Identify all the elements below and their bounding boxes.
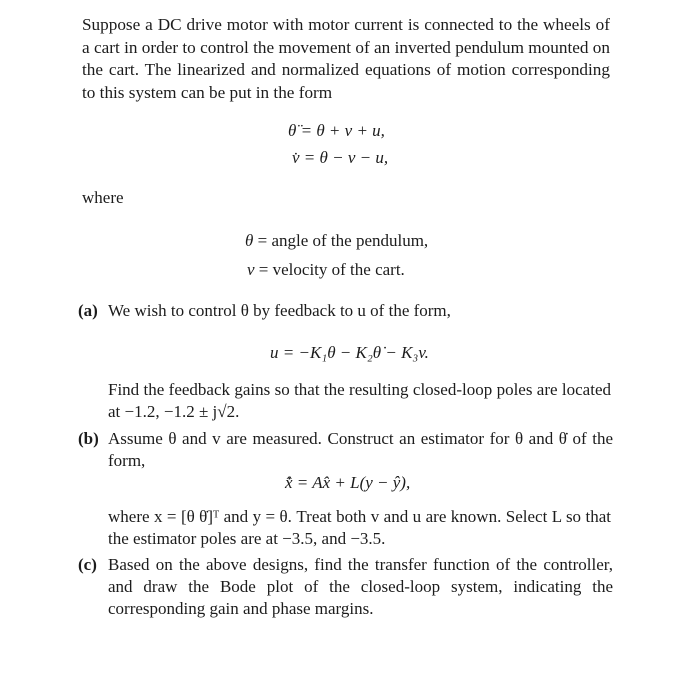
part-a-equation: u = −K₁θ − K₂θ̇ − K₃v.	[270, 343, 429, 362]
definition-v	[247, 260, 405, 280]
v-definition: = velocity of the cart.	[258, 260, 405, 279]
problem-intro: Suppose a DC drive motor with motor current is connected to the wheels of a cart in order to control the movement of an inverted pendulum mounted on the cart. The linearized and normalized equations of motion corresponding to this system can be put in the form	[82, 15, 610, 102]
part-a-label: (a)	[78, 301, 98, 320]
where-label: where	[82, 188, 124, 207]
part-b-label: (b)	[78, 429, 99, 448]
part-c-text: Based on the above designs, find the transfer function of the controller, and draw the Bode plot of the closed-loop system, indicating the corresponding gain and phase margins.	[108, 555, 613, 618]
part-b-equation: x̂̇ = Ax̂ + L(y − ŷ),	[285, 473, 411, 492]
part-a-text: We wish to control θ by feedback to u of the form,	[108, 301, 451, 320]
part-a	[78, 300, 618, 324]
v-symbol: v	[247, 260, 255, 279]
part-b-text: Assume θ and v are measured. Construct an estimator for θ and θ̇ of the form,	[108, 429, 613, 470]
theta-definition: = angle of the pendulum,	[257, 231, 429, 250]
part-c	[78, 554, 618, 622]
equation-theta-ddot: θ̈ = θ + v + u,	[288, 121, 385, 140]
equation-v-dot: v̇ = θ − v − u,	[292, 148, 389, 167]
theta-symbol: θ	[245, 231, 254, 250]
part-b-followup: where x = [θ θ̇]ᵀ and y = θ. Treat both v and u are known. Select L so that the estimator poles are at −3.5, and −3.5.	[108, 507, 611, 548]
part-c-label: (c)	[78, 555, 97, 574]
definition-theta	[245, 231, 428, 251]
part-b	[78, 428, 618, 474]
part-a-followup: Find the feedback gains so that the resulting closed-loop poles are located at −1.2, −1.2 ± j√2.	[108, 380, 611, 421]
